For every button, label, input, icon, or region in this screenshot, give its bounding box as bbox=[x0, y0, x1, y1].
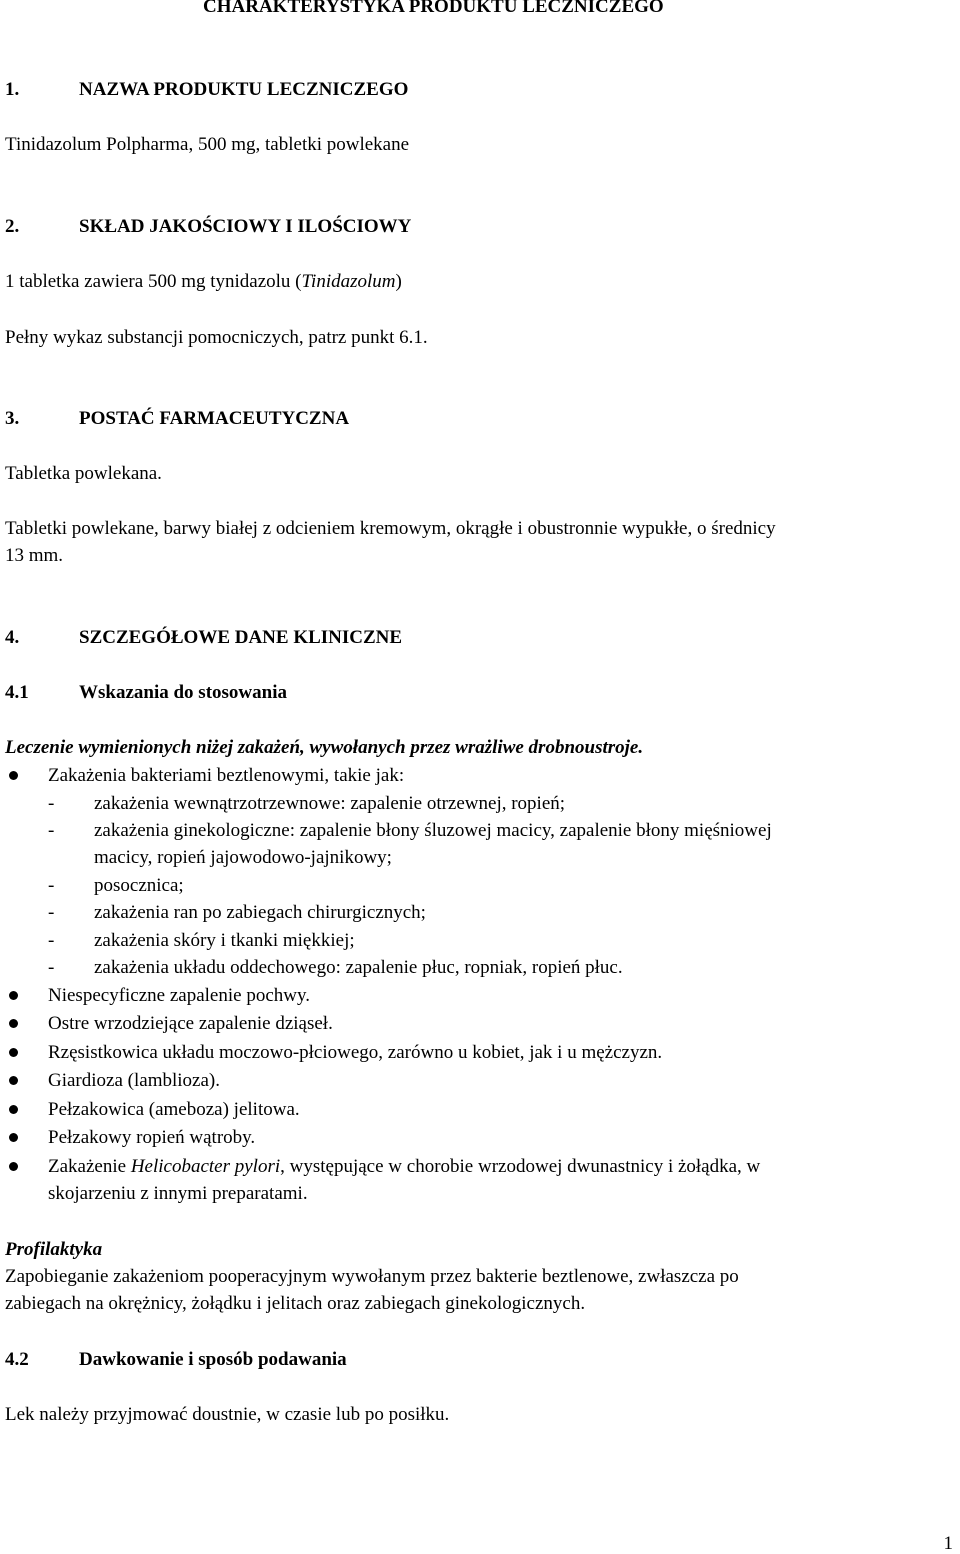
bullet-icon bbox=[9, 771, 18, 780]
section-title: POSTAĆ FARMACEUTYCZNA bbox=[79, 408, 350, 429]
section-number: 4. bbox=[5, 627, 20, 648]
section-4-2-heading bbox=[5, 1350, 347, 1369]
section-number: 4.1 bbox=[5, 682, 29, 703]
tablet-description-line-2: 13 mm. bbox=[5, 545, 64, 566]
document-title: CHARAKTERYSTYKA PRODUKTU LECZNICZEGO bbox=[203, 0, 664, 17]
section-1-heading bbox=[5, 80, 408, 99]
section-4-heading bbox=[5, 628, 402, 647]
list-item: Zakażenia bakteriami beztlenowymi, takie jak: bbox=[48, 765, 405, 786]
section-number: 1. bbox=[5, 79, 20, 100]
bullet-icon bbox=[9, 1019, 18, 1028]
list-item bbox=[48, 1157, 760, 1176]
sub-list-item: zakażenia układu oddechowego: zapalenie płuc, ropniak, ropień płuc. bbox=[94, 957, 623, 978]
dash-marker: - bbox=[48, 930, 55, 951]
section-number: 4.2 bbox=[5, 1349, 29, 1370]
section-3-heading bbox=[5, 409, 349, 428]
section-title: NAZWA PRODUKTU LECZNICZEGO bbox=[79, 79, 409, 100]
sub-list-item-continuation: macicy, ropień jajowodowo-jajnikowy; bbox=[94, 847, 392, 868]
indications-lead: Leczenie wymienionych niżej zakażeń, wywołanych przez wrażliwe drobnoustroje. bbox=[5, 737, 644, 758]
prophylaxis-text-line-1: Zapobieganie zakażeniom pooperacyjnym wywołanym przez bakterie beztlenowe, zwłaszcza po bbox=[5, 1266, 739, 1287]
dash-marker: - bbox=[48, 820, 55, 841]
dosage-form: Tabletka powlekana. bbox=[5, 463, 162, 484]
section-number: 2. bbox=[5, 216, 20, 237]
list-item: Giardioza (lamblioza). bbox=[48, 1070, 220, 1091]
bullet-icon bbox=[9, 1162, 18, 1171]
text-fragment: ) bbox=[395, 271, 402, 292]
sub-list-item: zakażenia ginekologiczne: zapalenie błony śluzowej macicy, zapalenie błony mięśniowej bbox=[94, 820, 772, 841]
list-item: Pełzakowica (ameboza) jelitowa. bbox=[48, 1099, 300, 1120]
sub-list-item: zakażenia skóry i tkanki miękkiej; bbox=[94, 930, 355, 951]
text-fragment: Zakażenie bbox=[48, 1156, 131, 1177]
latin-name: Tinidazolum bbox=[301, 271, 396, 292]
sub-list-item: zakażenia ran po zabiegach chirurgicznych; bbox=[94, 902, 426, 923]
excipients-text: Pełny wykaz substancji pomocniczych, patrz punkt 6.1. bbox=[5, 327, 428, 348]
bullet-icon bbox=[9, 1133, 18, 1142]
section-title: Wskazania do stosowania bbox=[79, 682, 287, 703]
page-number: 1 bbox=[943, 1533, 953, 1554]
bullet-icon bbox=[9, 991, 18, 1000]
prophylaxis-heading: Profilaktyka bbox=[5, 1239, 103, 1260]
list-item: Ostre wrzodziejące zapalenie dziąseł. bbox=[48, 1013, 333, 1034]
text-fragment: 1 tabletka zawiera 500 mg tynidazolu ( bbox=[5, 271, 302, 292]
prophylaxis-text-line-2: zabiegach na okrężnicy, żołądku i jelitach oraz zabiegach ginekologicznych. bbox=[5, 1293, 586, 1314]
section-title: SZCZEGÓŁOWE DANE KLINICZNE bbox=[79, 627, 403, 648]
bullet-icon bbox=[9, 1076, 18, 1085]
text-fragment: , występujące w chorobie wrzodowej dwunastnicy i żołądka, w bbox=[280, 1156, 761, 1177]
dash-marker: - bbox=[48, 793, 55, 814]
dash-marker: - bbox=[48, 875, 55, 896]
list-item-continuation: skojarzeniu z innymi preparatami. bbox=[48, 1183, 308, 1204]
section-4-1-heading bbox=[5, 683, 287, 702]
latin-name: Helicobacter pylori bbox=[130, 1156, 281, 1177]
section-title: SKŁAD JAKOŚCIOWY I ILOŚCIOWY bbox=[79, 216, 412, 237]
sub-list-item: posocznica; bbox=[94, 875, 184, 896]
tablet-description-line-1: Tabletki powlekane, barwy białej z odcieniem kremowym, okrągłe i obustronnie wypukłe, o średnicy bbox=[5, 518, 776, 539]
list-item: Niespecyficzne zapalenie pochwy. bbox=[48, 985, 310, 1006]
section-2-heading bbox=[5, 217, 411, 236]
dash-marker: - bbox=[48, 902, 55, 923]
list-item: Rzęsistkowica układu moczowo-płciowego, zarówno u kobiet, jak i u mężczyzn. bbox=[48, 1042, 663, 1063]
section-title: Dawkowanie i sposób podawania bbox=[79, 1349, 347, 1370]
dosage-text: Lek należy przyjmować doustnie, w czasie lub po posiłku. bbox=[5, 1404, 450, 1425]
bullet-icon bbox=[9, 1048, 18, 1057]
list-item: Pełzakowy ropień wątroby. bbox=[48, 1127, 256, 1148]
bullet-icon bbox=[9, 1105, 18, 1114]
product-name: Tinidazolum Polpharma, 500 mg, tabletki powlekane bbox=[5, 134, 410, 155]
dash-marker: - bbox=[48, 957, 55, 978]
sub-list-item: zakażenia wewnątrzotrzewnowe: zapalenie otrzewnej, ropień; bbox=[94, 793, 566, 814]
section-number: 3. bbox=[5, 408, 20, 429]
composition-text bbox=[5, 272, 402, 291]
